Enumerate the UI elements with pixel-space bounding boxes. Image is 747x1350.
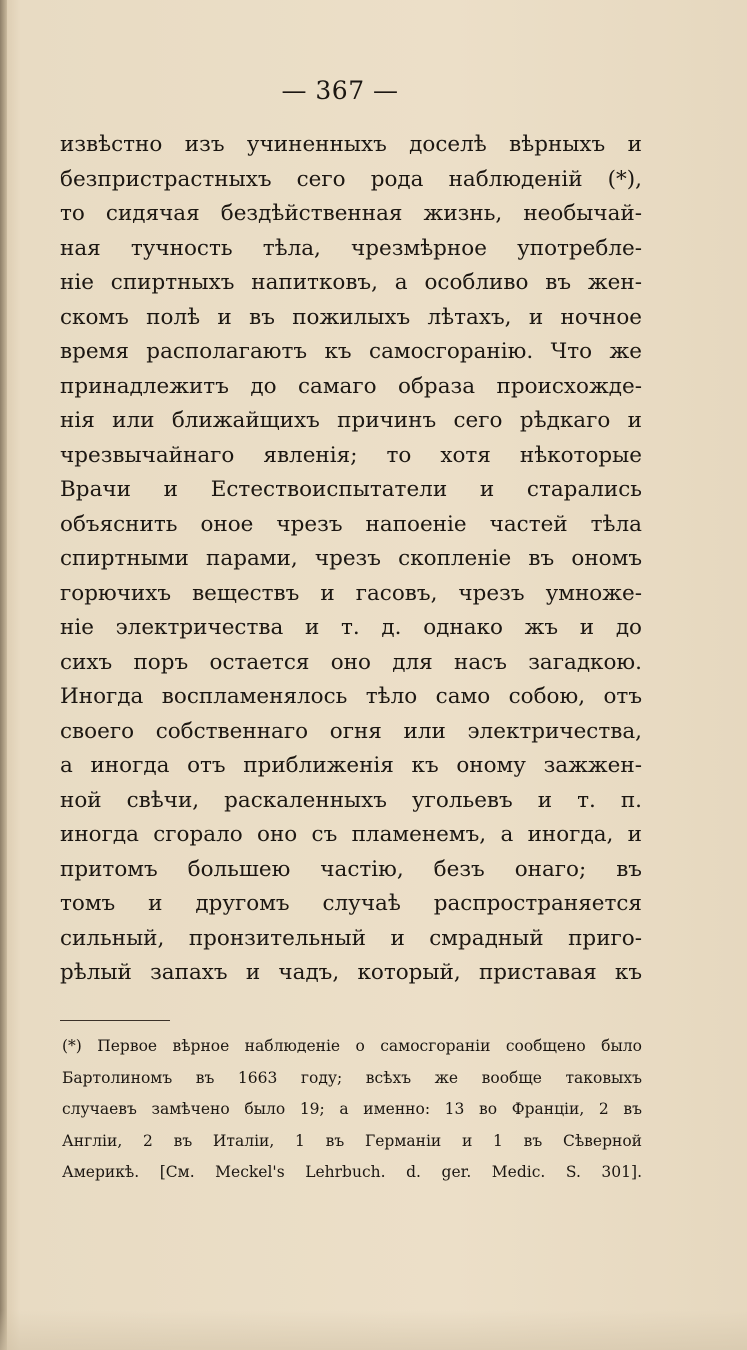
text-line: рѣлый запахъ и чадъ, который, приставая къ <box>60 960 642 985</box>
footnote <box>62 1031 642 1189</box>
footnote-line: случаевъ замѣчено было 19; а именно: 13 во Франціи, 2 въ <box>62 1100 642 1118</box>
page-binding-edge <box>0 0 7 1350</box>
text-line: ніе спиртныхъ напитковъ, а особливо въ жен- <box>60 270 642 295</box>
text-line: притомъ большею частію, безъ онаго; въ <box>60 856 642 882</box>
footnote-line: Америкѣ. [См. Meckel's Lehrbuch. d. ger. Medic. S. 301]. <box>62 1163 642 1181</box>
text-line: Врачи и Естествоиспытатели и старались <box>60 477 642 502</box>
text-line: время располагаютъ къ самосгоранію. Что же <box>60 339 642 364</box>
text-line: томъ и другомъ случаѣ распространяется <box>60 891 642 916</box>
text-line: объяснить оное чрезъ напоеніе частей тѣла <box>60 511 642 537</box>
page-number: — 367 — <box>281 76 399 105</box>
footnote-divider <box>60 1020 170 1021</box>
text-line: горючихъ веществъ и гасовъ, чрезъ умноже- <box>60 580 642 606</box>
text-line: сильный, пронзительный и смрадный приго- <box>60 925 642 951</box>
text-line: скомъ полѣ и въ пожилыхъ лѣтахъ, и ночное <box>60 304 642 330</box>
text-line: то сидячая бездѣйственная жизнь, необычай- <box>60 201 642 226</box>
body-text <box>60 128 642 991</box>
text-line: принадлежитъ до самаго образа происхожде- <box>60 373 642 399</box>
footnote-line: Англіи, 2 въ Италіи, 1 въ Германіи и 1 въ Сѣверной <box>62 1131 642 1150</box>
text-line: безпристрастныхъ сего рода наблюденій (*), <box>60 166 642 192</box>
text-line: извѣстно изъ учиненныхъ доселѣ вѣрныхъ и <box>60 132 642 157</box>
text-line: спиртными парами, чрезъ скопленіе въ ономъ <box>60 546 642 571</box>
text-line: чрезвычайнаго явленія; то хотя нѣкоторые <box>60 442 642 468</box>
text-line: сихъ поръ остается оно для насъ загадкою. <box>60 649 642 675</box>
text-line: ная тучность тѣла, чрезмѣрное употребле- <box>60 235 642 261</box>
footnote-line: (*) Первое вѣрное наблюденіе о самосгораніи сообщено было <box>62 1037 642 1055</box>
page-bottom-shade <box>0 1310 747 1350</box>
text-line: Иногда воспламенялось тѣло само собою, отъ <box>60 684 642 709</box>
text-line: нія или ближайщихъ причинъ сего рѣдкаго и <box>60 408 642 433</box>
text-line: а иногда отъ приближенія къ оному зажжен- <box>60 753 642 778</box>
text-line: ніе электричества и т. д. однако жъ и до <box>60 615 642 640</box>
text-line: иногда сгорало оно съ пламенемъ, а иногда, и <box>60 822 642 847</box>
text-line: своего собственнаго огня или электричества, <box>60 718 642 744</box>
footnote-line: Бартолиномъ въ 1663 году; всѣхъ же вообще таковыхъ <box>62 1068 642 1087</box>
text-line: ной свѣчи, раскаленныхъ угольевъ и т. п. <box>60 787 642 813</box>
